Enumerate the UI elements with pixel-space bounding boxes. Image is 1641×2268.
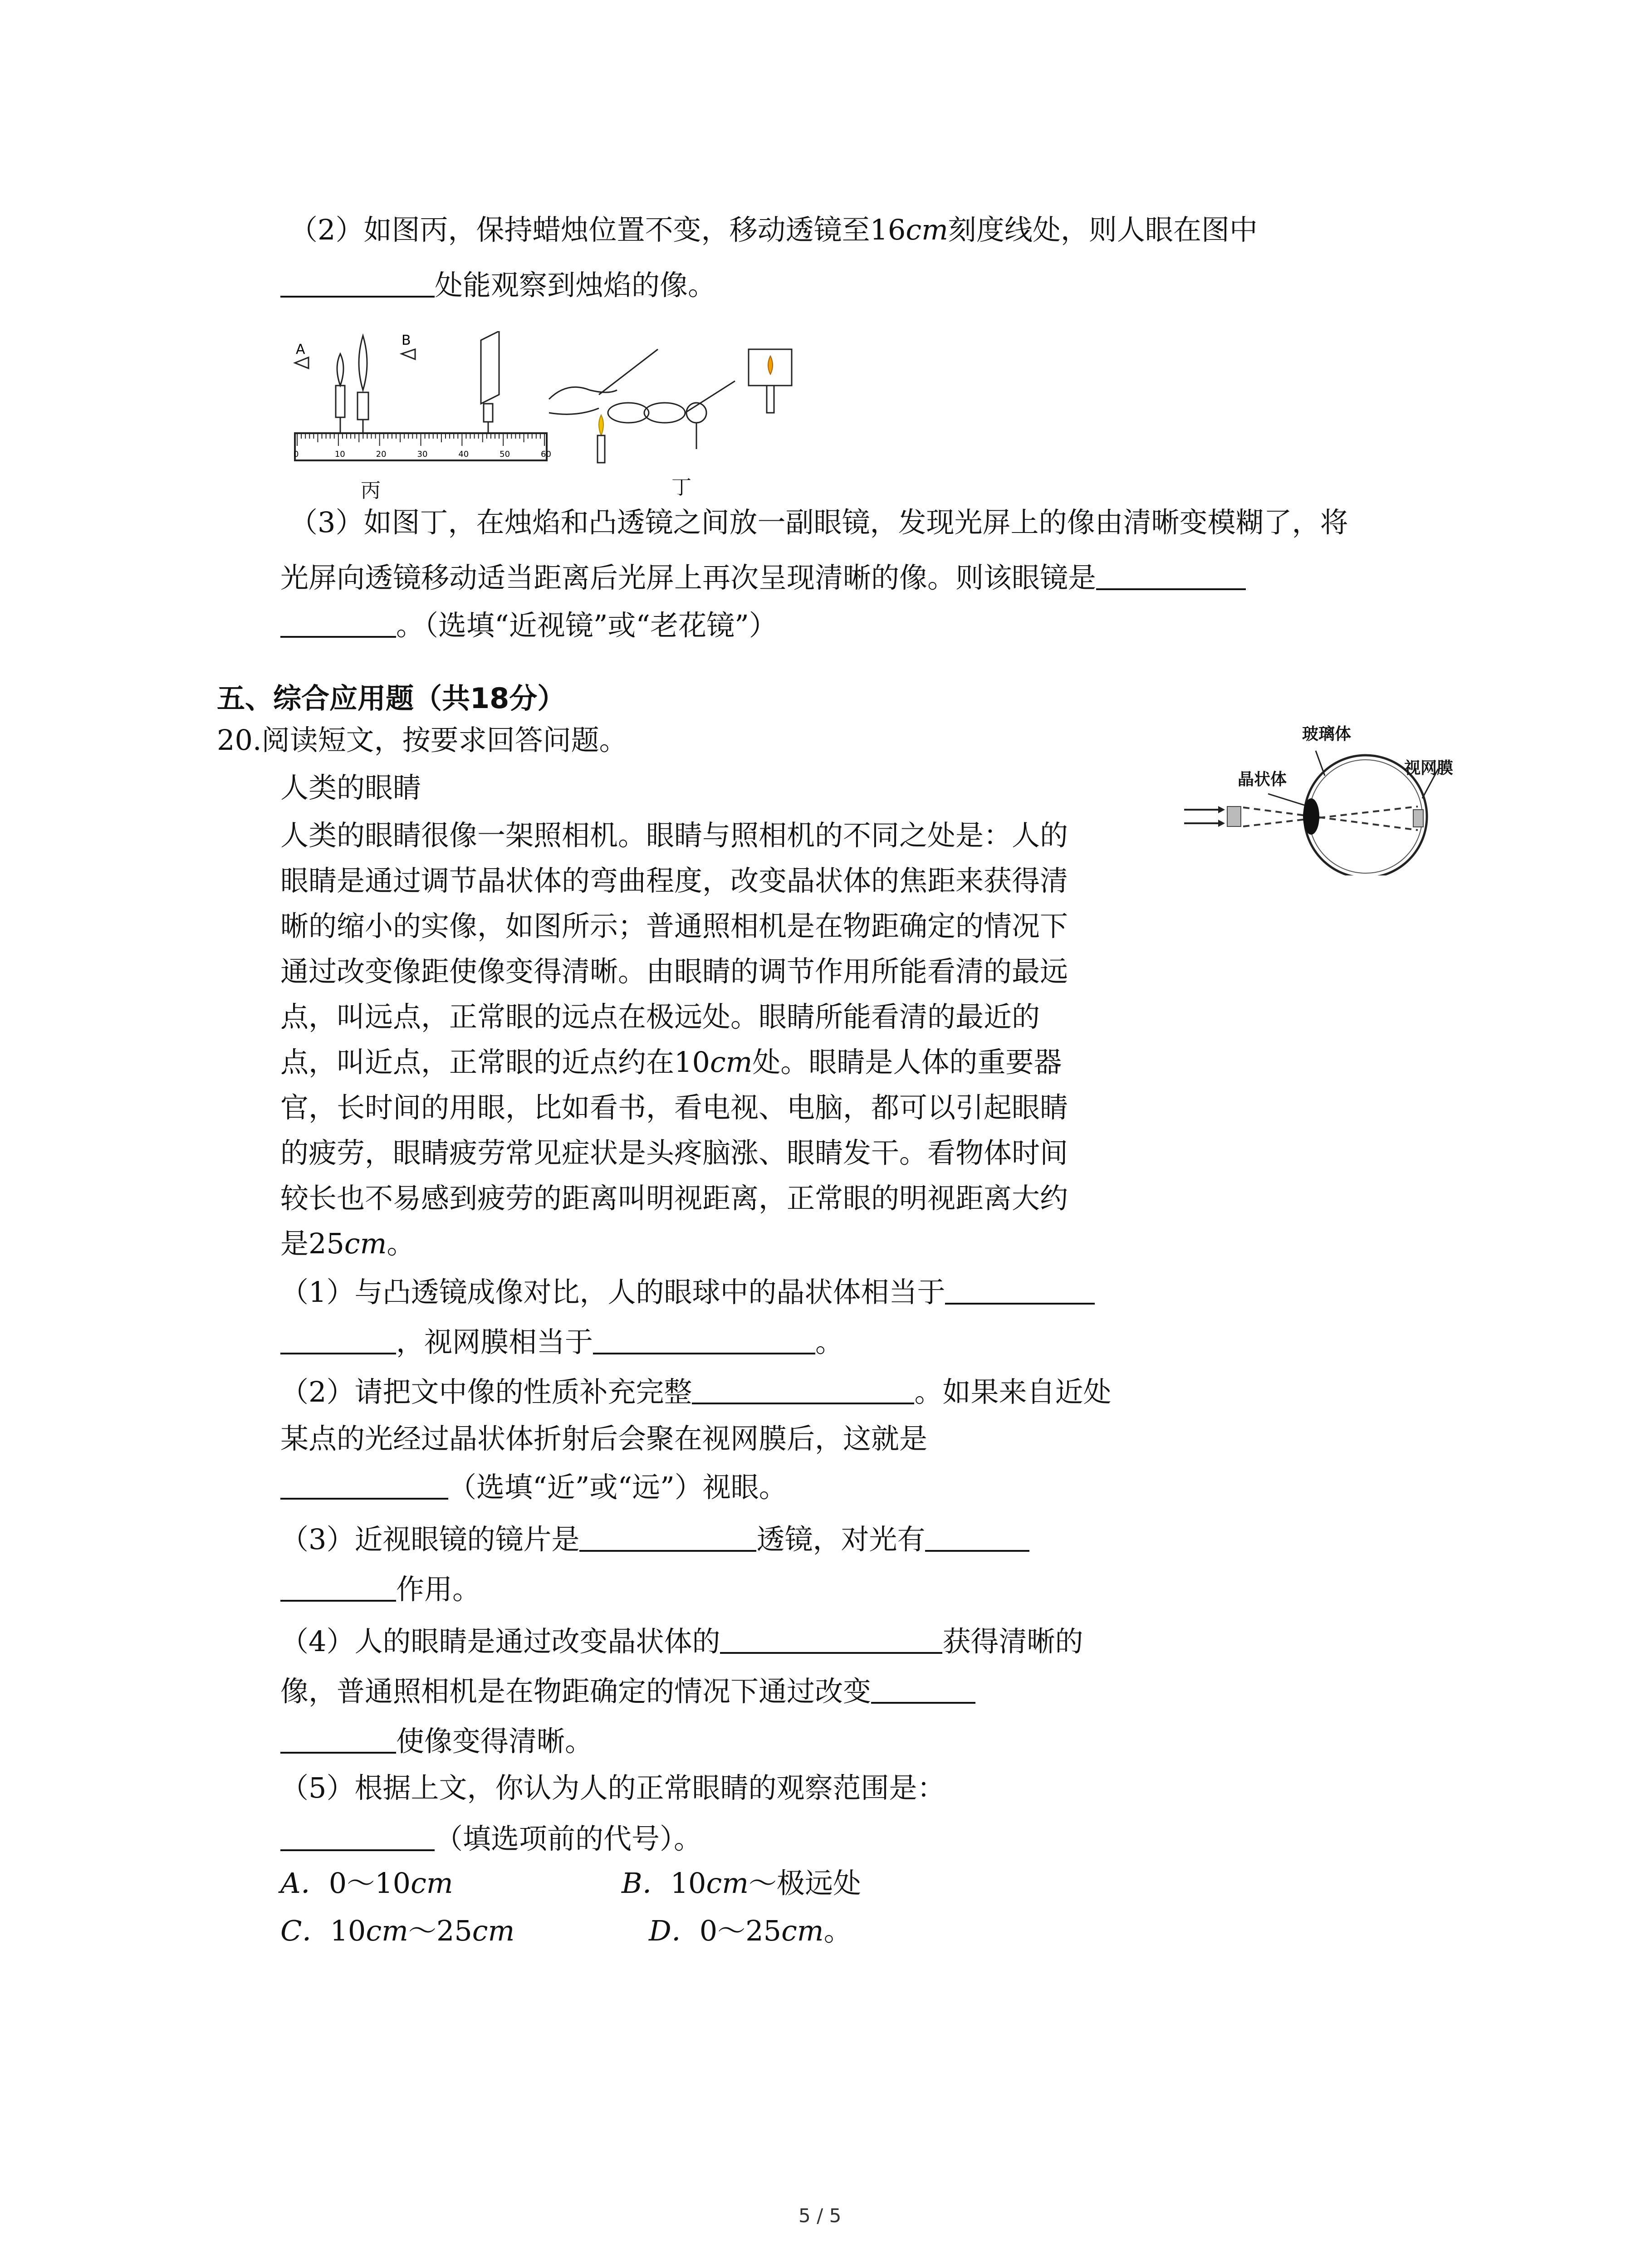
ruler-tick-label: 10 <box>334 450 345 459</box>
passage-line: 点，叫近点，正常眼的近点约在10cm处。眼睛是人体的重要器 <box>280 1046 1062 1079</box>
passage-line: 眼睛是通过调节晶状体的弯曲程度，改变晶状体的焦距来获得清 <box>280 864 1068 897</box>
option-a[interactable]: A．0～10cm <box>280 1867 453 1900</box>
ruler-tick-label: 30 <box>417 450 428 459</box>
q20-p4-line3: 使像变得清晰。 <box>280 1724 593 1758</box>
passage-line: 较长也不易感到疲劳的距离叫明视距离，正常眼的明视距离大约 <box>280 1182 1068 1215</box>
q19-part2-line1: （2）如图丙，保持蜡烛位置不变，移动透镜至16cm刻度线处，则人眼在图中 <box>289 213 1258 246</box>
q19-part2-line2: 处能观察到烛焰的像。 <box>280 268 716 302</box>
answer-blank[interactable] <box>280 608 396 638</box>
passage-line: 的疲劳，眼睛疲劳常见症状是头疼脑涨、眼睛发干。看物体时间 <box>280 1136 1068 1169</box>
q20-p4-line2: 像，普通照相机是在物距确定的情况下通过改变 <box>280 1674 975 1708</box>
answer-blank[interactable] <box>280 1572 396 1602</box>
answer-blank[interactable] <box>280 1724 396 1754</box>
q20-p2-line2: 某点的光经过晶状体折射后会聚在视网膜后，这就是 <box>280 1422 928 1455</box>
passage-line: 点，叫远点，正常眼的远点在极远处。眼睛所能看清的最近的 <box>280 1000 1040 1033</box>
q19-part3-line3: 。（选填“近视镜”或“老花镜”） <box>280 608 777 642</box>
option-c[interactable]: C．10cm～25cm <box>280 1914 515 1947</box>
eye-diagram <box>1175 726 1488 875</box>
point-a-label: A <box>296 342 305 357</box>
q20-p1-line1: （1）与凸透镜成像对比，人的眼球中的晶状体相当于 <box>280 1275 1095 1309</box>
answer-blank[interactable] <box>280 1470 448 1500</box>
answer-blank[interactable] <box>945 1275 1095 1305</box>
q20-p3-line2: 作用。 <box>280 1572 480 1606</box>
figure-ding-label: 丁 <box>671 476 691 499</box>
option-d[interactable]: D．0～25cm。 <box>649 1914 852 1947</box>
point-b-label: B <box>402 332 411 348</box>
answer-blank[interactable] <box>871 1674 975 1704</box>
figure-bing-label: 丙 <box>361 479 381 502</box>
answer-blank[interactable] <box>925 1522 1029 1552</box>
option-b[interactable]: B．10cm～极远处 <box>622 1867 861 1900</box>
figure-ding <box>544 336 798 467</box>
answer-blank[interactable] <box>1096 560 1246 590</box>
section-heading: 五、综合应用题（共18分） <box>217 682 566 715</box>
passage-line: 是25cm。 <box>280 1227 415 1260</box>
eye-label-lens: 晶状体 <box>1238 770 1287 789</box>
q20-p2-line3: （选填“近”或“远”）视眼。 <box>280 1470 787 1504</box>
answer-blank[interactable] <box>280 1325 396 1354</box>
ruler-tick-label: 20 <box>376 450 387 459</box>
q20-p5-line2: （填选项前的代号）。 <box>280 1821 702 1856</box>
ruler-tick-label: 40 <box>458 450 469 459</box>
answer-blank[interactable] <box>579 1522 756 1552</box>
eye-label-retina: 视网膜 <box>1404 759 1454 777</box>
q20-p5-line1: （5）根据上文，你认为人的正常眼睛的观察范围是： <box>280 1771 945 1804</box>
passage-line: 晰的缩小的实像，如图所示；普通照相机是在物距确定的情况下 <box>280 909 1068 943</box>
eye-label-glass: 玻璃体 <box>1302 725 1352 743</box>
q20-p2-line1: （2）请把文中像的性质补充完整 。如果来自近处 <box>280 1375 1112 1408</box>
q19-part3-line1: （3）如图丁，在烛焰和凸透镜之间放一副眼镜，发现光屏上的像由清晰变模糊了，将 <box>289 506 1348 539</box>
q20-p4-line1: （4）人的眼睛是通过改变晶状体的 获得清晰的 <box>280 1625 1083 1658</box>
page-number: 5 / 5 <box>798 2204 842 2227</box>
q19-part3-line2: 光屏向透镜移动适当距离后光屏上再次呈现清晰的像。则该眼镜是 <box>280 560 1246 595</box>
passage-line: 人类的眼睛很像一架照相机。眼睛与照相机的不同之处是：人的 <box>280 819 1068 852</box>
ruler-tick-label: 0 <box>294 450 299 459</box>
q20-p1-line2: ，视网膜相当于 。 <box>280 1325 843 1359</box>
answer-blank[interactable] <box>280 268 435 298</box>
figure-bing <box>286 331 554 481</box>
ruler-tick-label: 60 <box>541 450 551 459</box>
answer-blank[interactable] <box>280 1821 435 1851</box>
passage-line: 官，长时间的用眼，比如看书，看电视、电脑，都可以引起眼睛 <box>280 1091 1068 1124</box>
q20-p3-line1: （3）近视眼镜的镜片是 透镜，对光有 <box>280 1522 1029 1556</box>
ruler-tick-label: 50 <box>500 450 510 459</box>
q20-number-intro: 20.阅读短文，按要求回答问题。 <box>217 723 627 757</box>
answer-blank[interactable] <box>593 1325 815 1354</box>
answer-blank[interactable] <box>720 1624 942 1654</box>
passage-title: 人类的眼睛 <box>280 771 421 804</box>
passage-line: 通过改变像距使像变得清晰。由眼睛的调节作用所能看清的最远 <box>280 955 1068 988</box>
answer-blank[interactable] <box>692 1374 914 1404</box>
